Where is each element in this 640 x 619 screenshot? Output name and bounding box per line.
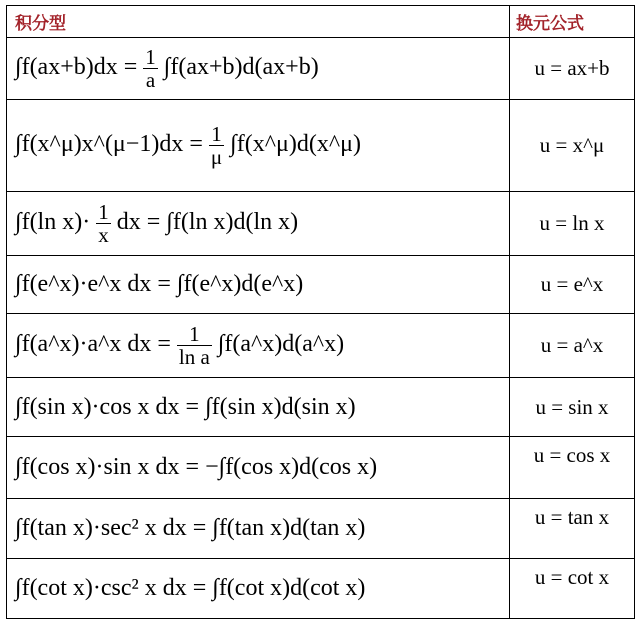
- substitution-cell: u = x^μ: [510, 100, 635, 192]
- fraction: [143, 46, 158, 91]
- fraction: [96, 201, 111, 246]
- substitution-cell: u = tan x: [510, 499, 635, 559]
- substitution-cell: u = sin x: [510, 378, 635, 437]
- formula-cell: ∫f(sin x)·cos x dx = ∫f(sin x)d(sin x): [7, 378, 510, 437]
- fraction-denominator: a: [145, 68, 156, 92]
- substitution-cell: u = e^x: [510, 256, 635, 314]
- table-row: [7, 378, 635, 437]
- formula-rhs: ∫f(x^μ)d(x^μ): [230, 131, 361, 158]
- formula-cell: [7, 192, 510, 256]
- fraction: [177, 323, 212, 368]
- formula-lhs: ∫f(ln x)·: [15, 209, 91, 236]
- integration-substitution-table: [6, 5, 635, 619]
- formula-cell: ∫f(cot x)·csc² x dx = ∫f(cot x)d(cot x): [7, 559, 510, 619]
- header-substitution: 换元公式: [510, 6, 635, 38]
- fraction-denominator: x: [98, 223, 109, 247]
- table-row: [7, 499, 635, 559]
- formula-cell: ∫f(tan x)·sec² x dx = ∫f(tan x)d(tan x): [7, 499, 510, 559]
- fraction-numerator: 1: [177, 323, 212, 346]
- formula-lhs: ∫f(ax+b)dx =: [15, 54, 138, 81]
- formula-cell: [7, 100, 510, 192]
- substitution-cell: u = cos x: [510, 437, 635, 499]
- substitution-cell: u = ln x: [510, 192, 635, 256]
- fraction-numerator: 1: [98, 199, 109, 224]
- formula-rhs: ∫f(a^x)d(a^x): [217, 331, 345, 358]
- fraction-numerator: 1: [209, 123, 224, 146]
- table-row: [7, 256, 635, 314]
- substitution-cell: u = cot x: [510, 559, 635, 619]
- table-row: [7, 559, 635, 619]
- formula-cell: ∫f(cos x)·sin x dx = −∫f(cos x)d(cos x): [7, 437, 510, 499]
- fraction-denominator: ln a: [178, 345, 210, 369]
- table-row: [7, 38, 635, 100]
- table-header-row: [7, 6, 635, 38]
- header-formula-type: 积分型: [7, 6, 510, 38]
- substitution-cell: u = ax+b: [510, 38, 635, 100]
- fraction-denominator: μ: [210, 145, 223, 169]
- table-row: [7, 437, 635, 499]
- formula-lhs: ∫f(a^x)·a^x dx =: [15, 331, 171, 358]
- table-row: [7, 314, 635, 378]
- table-row: [7, 100, 635, 192]
- table-row: [7, 192, 635, 256]
- formula-lhs: ∫f(x^μ)x^(μ−1)dx =: [15, 131, 203, 158]
- fraction: [209, 123, 224, 168]
- formula-rhs: dx = ∫f(ln x)d(ln x): [116, 209, 299, 236]
- formula-cell: ∫f(e^x)·e^x dx = ∫f(e^x)d(e^x): [7, 256, 510, 314]
- substitution-cell: u = a^x: [510, 314, 635, 378]
- formula-cell: [7, 314, 510, 378]
- formula-rhs: ∫f(ax+b)d(ax+b): [163, 54, 319, 81]
- fraction-numerator: 1: [145, 44, 156, 69]
- formula-cell: [7, 38, 510, 100]
